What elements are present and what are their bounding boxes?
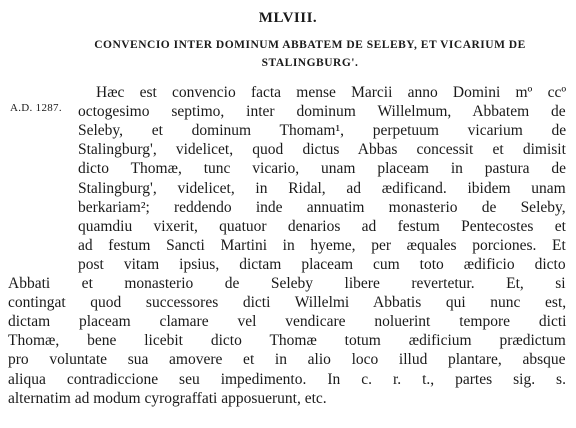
text-line: berkariam²; reddendo inde annuatim monasterio de Seleby, [78,198,566,216]
margin-date: A.D. 1287. [10,102,62,114]
text-line: quamdiu vixerit, quatuor denarios ad festum Pentecostes et [78,217,566,235]
text-line: ad festum Sancti Martini in hyeme, per æquales porciones. Et [78,236,566,254]
text-line: post vitam ipsius, dictam placeam cum toto ædificio dicto [78,255,566,273]
text-line: Stalingburg', videlicet, in Ridal, ad ædificand. ibidem unam [78,179,566,197]
document-number: MLVIII. [258,10,318,26]
text-line: octogesimo septimo, inter dominum Willelmum, Abbatem de [78,103,566,121]
text-line: Abbati et monasterio de Seleby libere revertetur. Et, si [8,275,566,292]
text-line: aliqua contradiccione seu impedimento. In c. r. t., partes sig. s. [8,370,566,388]
document-title: CONVENCIO INTER DOMINUM ABBATEM DE SELEBY, ET VICARIUM DE STALINGBURG'. [94,39,526,69]
text-line: Seleby, et dominum Thomam¹, perpetuum vicarium de [78,122,567,140]
text-line: pro voluntate sua amovere et in alio loco illud plantare, absque [8,351,566,369]
text-line: dicto Thomæ, tunc vicario, unam placeam in pastura de [78,160,567,178]
text-line: Thomæ, bene licebit dicto Thomæ totum ædificium prædictum [8,332,566,350]
text-line: Hæc est convencio facta mense Marcii anno Domini mº ccº [96,84,567,101]
text-line: dictam placeam clamare vel vendicare noluerint tempore dicti [8,313,567,331]
text-line: Stalingburg', videlicet, quod dictus Abbas concessit et dimisit [78,141,566,159]
text-line: contingat quod successores dicti Willelmi Abbatis qui nunc est, [8,294,567,312]
text-line: alternatim ad modum cyrograffati apposuerunt, etc. [8,389,327,407]
